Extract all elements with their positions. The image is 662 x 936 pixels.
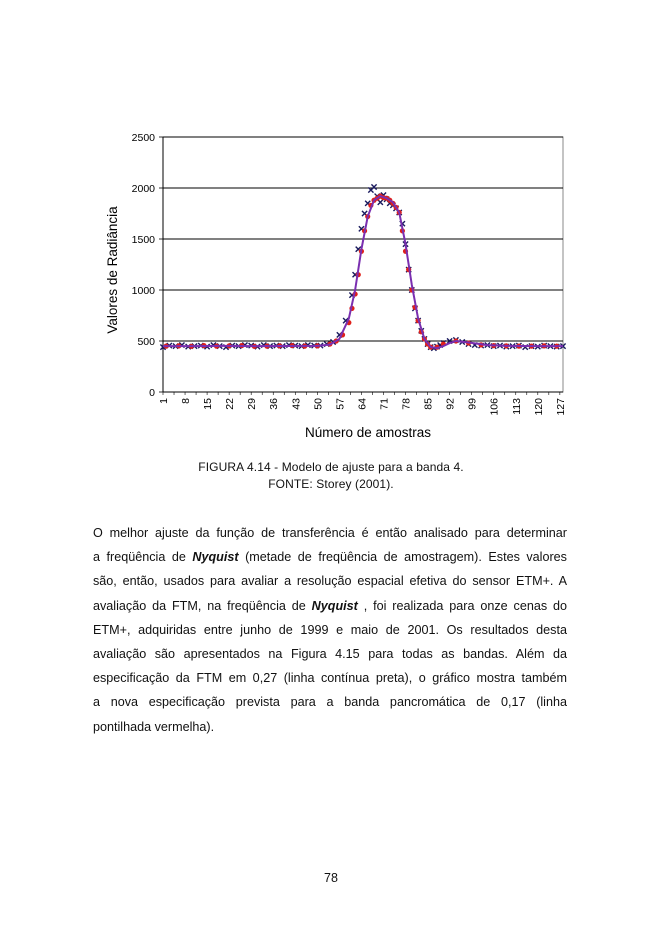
x-tick-label: 71 <box>378 398 391 410</box>
x-tick-label: 106 <box>488 398 501 416</box>
x-tick-label: 22 <box>224 398 237 410</box>
paragraph-line: especificação da FTM em 0,27 (linha contínua preta), o gráfico mostra também <box>93 671 567 686</box>
body-paragraph <box>93 521 567 739</box>
paragraph-text: , foi realizada para onze cenas do <box>357 598 568 613</box>
x-tick-label: 57 <box>334 398 347 410</box>
paragraph-line <box>93 545 567 569</box>
plot-area <box>163 137 563 392</box>
x-tick-label: 78 <box>400 398 413 410</box>
x-tick-label: 64 <box>356 398 369 410</box>
paragraph-text: a freqüência de <box>93 550 193 565</box>
nyquist-term: Nyquist <box>192 550 239 565</box>
paragraph-line: O melhor ajuste da função de transferência é então analisado para determinar <box>93 526 567 540</box>
paragraph-line: pontilhada vermelha). <box>93 719 215 734</box>
x-tick-label: 127 <box>554 398 567 416</box>
x-tick-label: 1 <box>158 398 170 404</box>
nyquist-term: Nyquist <box>311 598 358 613</box>
paragraph-line: avaliação são apresentados na Figura 4.15 para todas as bandas. Além da <box>93 647 567 662</box>
paragraph-line: a nova especificação prevista para a banda pancromática de 0,17 (linha <box>93 695 567 710</box>
x-tick-label: 29 <box>246 398 259 410</box>
y-tick-label: 2000 <box>131 183 155 195</box>
paragraph-line: ETM+, adquiridas entre junho de 1999 e maio de 2001. Os resultados desta <box>93 622 567 637</box>
x-tick-label: 8 <box>180 398 193 404</box>
x-tick-label: 15 <box>202 398 215 410</box>
x-tick-label: 113 <box>510 398 523 415</box>
figure-source: FONTE: Storey (2001). <box>268 477 394 491</box>
y-tick-label: 2500 <box>131 132 155 144</box>
x-axis-ticks <box>158 392 567 416</box>
x-tick-label: 120 <box>532 398 545 416</box>
paragraph-text: avaliação da FTM, na freqüência de <box>93 598 312 613</box>
x-tick-label: 99 <box>466 398 479 410</box>
y-tick-label: 1000 <box>131 285 155 297</box>
x-tick-label: 92 <box>444 398 457 410</box>
plot-border <box>163 137 563 392</box>
y-axis-ticks <box>132 132 163 399</box>
y-tick-label: 1500 <box>131 234 155 246</box>
x-tick-label: 43 <box>290 398 303 410</box>
radiance-chart <box>100 125 570 445</box>
page-number: 78 <box>324 871 338 885</box>
x-axis-label: Número de amostras <box>304 425 432 440</box>
x-tick-label: 36 <box>268 398 281 410</box>
figure-caption: FIGURA 4.14 - Modelo de ajuste para a banda 4. <box>198 460 464 474</box>
x-tick-label: 50 <box>312 398 325 410</box>
y-axis-label: Valores de Radiância <box>105 206 120 334</box>
paragraph-text: (metade de freqüência de amostragem). Estes valores <box>238 550 567 565</box>
y-tick-label: 500 <box>137 336 155 348</box>
x-tick-label: 85 <box>422 398 435 410</box>
y-tick-label: 0 <box>149 387 155 399</box>
paragraph-line <box>93 594 567 618</box>
paragraph-line: são, então, usados para avaliar a resolução espacial efetiva do sensor ETM+. A <box>93 574 567 589</box>
